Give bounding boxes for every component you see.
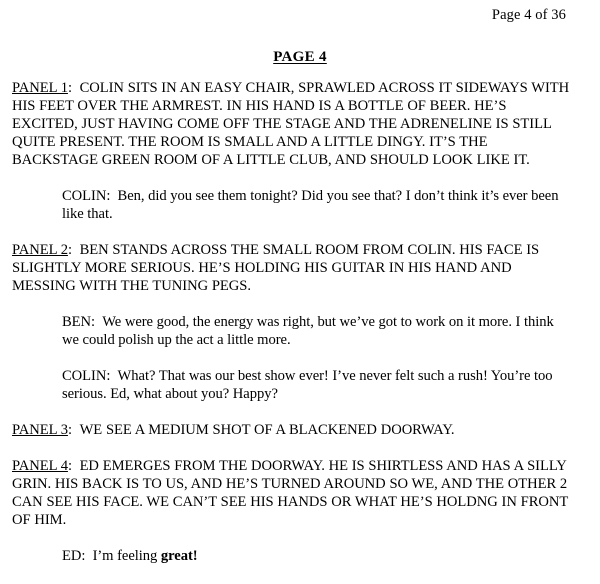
panel-paragraph [12,79,570,169]
spacer [12,403,570,421]
spacer [12,439,570,457]
dialogue-text: We were good, the energy was right, but we’ve got to work on it more. I think we could polish up the act a little more. [62,314,554,348]
spacer [12,349,570,367]
dialogue-speaker: ED: [62,548,86,564]
panel-paragraph [12,241,570,295]
page-title [0,48,600,66]
dialogue-text: What? That was our best show ever! I’ve never felt such a rush! You’re too serious. Ed, what about you? Happy? [62,368,553,402]
panel-description: WE SEE A MEDIUM SHOT OF A BLACKENED DOORWAY. [79,422,455,438]
panel-description: ED EMERGES FROM THE DOORWAY. HE IS SHIRTLESS AND HAS A SILLY GRIN. HIS BACK IS TO US, AND HE’S TURNED AROUND SO WE, AND THE OTHER 2 CAN SEE HIS FACE. WE CAN’T SEE HIS HANDS OR WHAT HE’S HOLDNG IN FRONT OF HIM. [12,458,568,528]
running-header-page-indicator: Page 4 of 36 [491,7,566,23]
dialogue-speaker: BEN: [62,314,96,330]
dialogue-line [12,367,570,403]
script-body [12,79,570,565]
spacer [12,169,570,187]
panel-description: BEN STANDS ACROSS THE SMALL ROOM FROM COLIN. HIS FACE IS SLIGHTLY MORE SERIOUS. HE’S HOLDING HIS GUITAR IN HIS HAND AND MESSING WITH THE TUNING PEGS. [12,242,540,294]
page-title-text: PAGE 4 [273,49,327,65]
panel-separator: : [67,80,72,96]
spacer [12,295,570,313]
dialogue-speaker: COLIN: [62,368,111,384]
panel-paragraph [12,421,570,439]
dialogue-line [12,187,570,223]
panel-label: PANEL 3 [12,422,68,438]
dialogue-line [12,313,570,349]
panel-separator: : [67,422,72,438]
dialogue-text: Ben, did you see them tonight? Did you see that? I don’t think it’s ever been like that. [62,188,559,222]
panel-label: PANEL 4 [12,458,68,474]
panel-description: COLIN SITS IN AN EASY CHAIR, SPRAWLED ACROSS IT SIDEWAYS WITH HIS FEET OVER THE ARMREST. IN HIS HAND IS A BOTTLE OF BEER. HE’S EXCITED, JUST HAVING COME OFF THE STAGE AND THE ADRENELINE IS STILL QUITE PRESENT. THE ROOM IS SMALL AND A LITTLE DINGY. IT’S THE BACKSTAGE GREEN ROOM OF A LITTLE CLUB, AND SHOULD LOOK LIKE IT. [12,80,570,168]
panel-separator: : [67,458,72,474]
dialogue-text: I’m feeling [92,548,161,564]
dialogue-speaker: COLIN: [62,188,111,204]
dialogue-line [12,547,570,565]
spacer [12,529,570,547]
dialogue-emphasis: great! [160,548,198,564]
panel-paragraph [12,457,570,529]
spacer [12,223,570,241]
panel-label: PANEL 2 [12,242,68,258]
panel-label: PANEL 1 [12,80,68,96]
panel-separator: : [67,242,72,258]
